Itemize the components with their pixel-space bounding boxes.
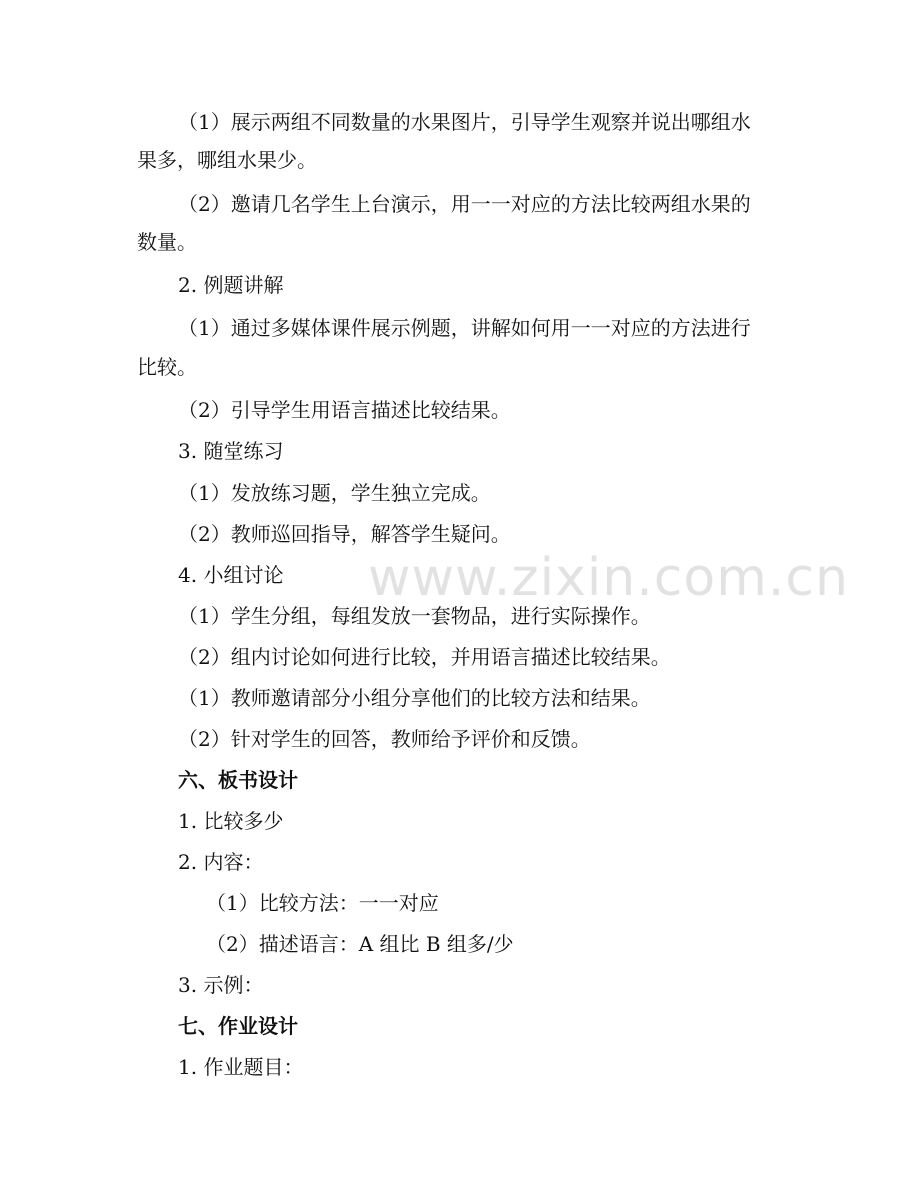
paragraph-line: （1）教师邀请部分小组分享他们的比较方法和结果。	[178, 686, 651, 710]
list-heading: 2. 例题讲解	[178, 273, 284, 297]
watermark: www.zixin.com.cn	[368, 548, 849, 608]
list-heading: 4. 小组讨论	[178, 563, 284, 587]
paragraph-line: （2）教师巡回指导，解答学生疑问。	[178, 522, 511, 546]
paragraph-line: （1）展示两组不同数量的水果图片，引导学生观察并说出哪组水	[178, 110, 751, 134]
list-heading: 2. 内容：	[178, 850, 264, 874]
paragraph-line: （2）针对学生的回答，教师给予评价和反馈。	[178, 727, 591, 751]
paragraph-line: （1）比较方法：一一对应	[206, 891, 439, 915]
paragraph-line: 果多，哪组水果少。	[137, 148, 317, 172]
paragraph-line: 数量。	[137, 230, 197, 254]
list-heading: 3. 随堂练习	[178, 439, 284, 463]
paragraph-line: （2）组内讨论如何进行比较，并用语言描述比较结果。	[178, 645, 671, 669]
paragraph-line: （2）引导学生用语言描述比较结果。	[178, 398, 511, 422]
section-heading: 七、作业设计	[178, 1014, 298, 1038]
paragraph-line: （2）描述语言：A 组比 B 组多/少	[206, 932, 514, 956]
paragraph-line: 比较。	[137, 355, 197, 379]
list-heading: 1. 作业题目：	[178, 1055, 304, 1079]
paragraph-line: （1）发放练习题，学生独立完成。	[178, 481, 491, 505]
paragraph-line: （1）学生分组，每组发放一套物品，进行实际操作。	[178, 604, 651, 628]
section-heading: 六、板书设计	[178, 768, 298, 792]
list-heading: 3. 示例：	[178, 973, 264, 997]
paragraph-line: （1）通过多媒体课件展示例题，讲解如何用一一对应的方法进行	[178, 316, 751, 340]
list-heading: 1. 比较多少	[178, 809, 284, 833]
paragraph-line: （2）邀请几名学生上台演示，用一一对应的方法比较两组水果的	[178, 192, 751, 216]
